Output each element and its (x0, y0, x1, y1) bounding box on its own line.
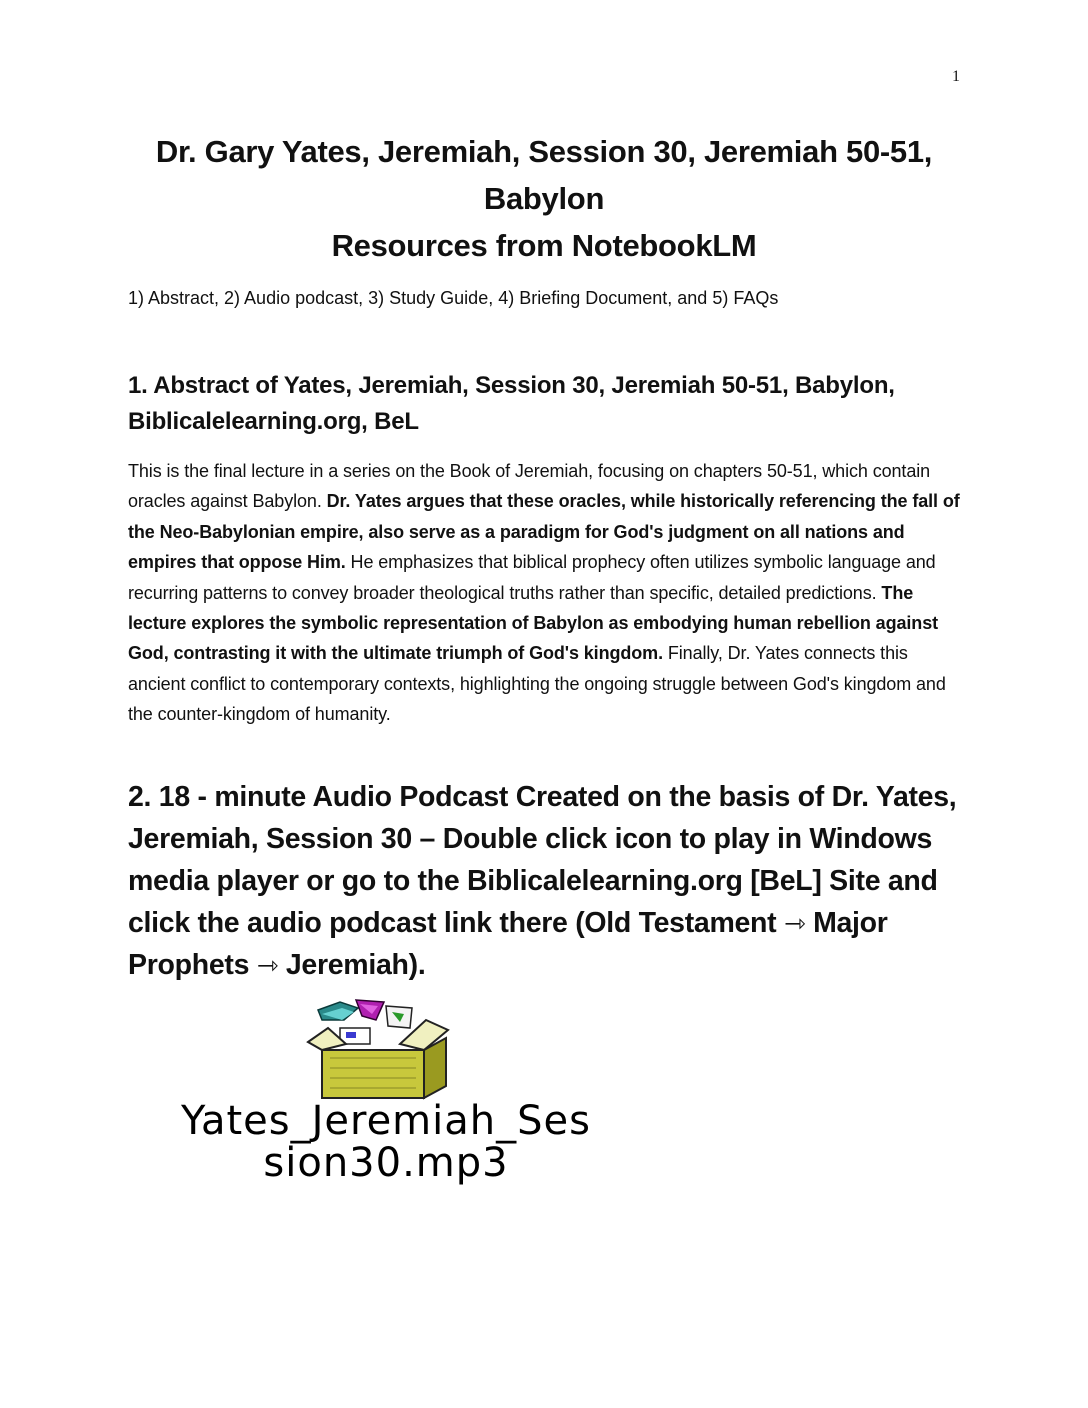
package-icon[interactable] (300, 998, 460, 1102)
section-2-heading (128, 776, 968, 986)
section-2-text-1: 2. 18 - minute Audio Podcast Created on the basis of Dr. Yates, Jeremiah, Session 30 – Double click icon to play in Windows media player or go to the Biblicalelearning.org [BeL] Site and click the audio podcast link there (Old Testament (128, 781, 957, 939)
filename-line-1: Yates_Jeremiah_Ses (181, 1098, 591, 1144)
abstract-bold-1: Dr. Yates argues that these oracles, while historically referencing the fall of the Neo-Babylonian empire, also serve as a paradigm for God's judgment on all nations and empires that oppose Him. (128, 491, 960, 573)
page-number: 1 (952, 68, 960, 85)
filename-line-2: sion30.mp3 (263, 1140, 509, 1186)
section-1-heading: 1. Abstract of Yates, Jeremiah, Session 30, Jeremiah 50-51, Babylon, Biblicalelearning.org, BeL (128, 372, 895, 435)
title-line-1: Dr. Gary Yates, Jeremiah, Session 30, Jeremiah 50-51, (155, 134, 933, 169)
abstract-text-2: He emphasizes that biblical prophecy often utilizes symbolic language and recurring patterns to convey broader theological truths rather than specific, detailed predictions. (128, 552, 936, 603)
arrow-right-icon: ⇾ (783, 908, 806, 938)
title-line-3: Resources from NotebookLM (331, 228, 757, 263)
abstract-paragraph (128, 456, 968, 730)
page-title (128, 128, 960, 269)
section-2-text-2: Major Prophets (128, 907, 888, 981)
contents-summary: 1) Abstract, 2) Audio podcast, 3) Study Guide, 4) Briefing Document, and 5) FAQs (128, 288, 779, 308)
arrow-right-icon: ⇾ (256, 950, 279, 980)
section-2-text-3: Jeremiah). (278, 949, 426, 981)
title-line-2: Babylon (483, 181, 605, 216)
abstract-text-1: This is the final lecture in a series on the Book of Jeremiah, focusing on chapters 50-51, which contain oracles against Babylon. (128, 461, 931, 512)
abstract-text-3: Finally, Dr. Yates connects this ancient conflict to contemporary contexts, highlighting the ongoing struggle between God's kingdom and the counter-kingdom of humanity. (128, 643, 946, 725)
abstract-bold-2: The lecture explores the symbolic representation of Babylon as embodying human rebellion against God, contrasting it with the ultimate triumph of God's kingdom. (128, 582, 938, 664)
attachment-filename[interactable] (136, 1100, 636, 1184)
